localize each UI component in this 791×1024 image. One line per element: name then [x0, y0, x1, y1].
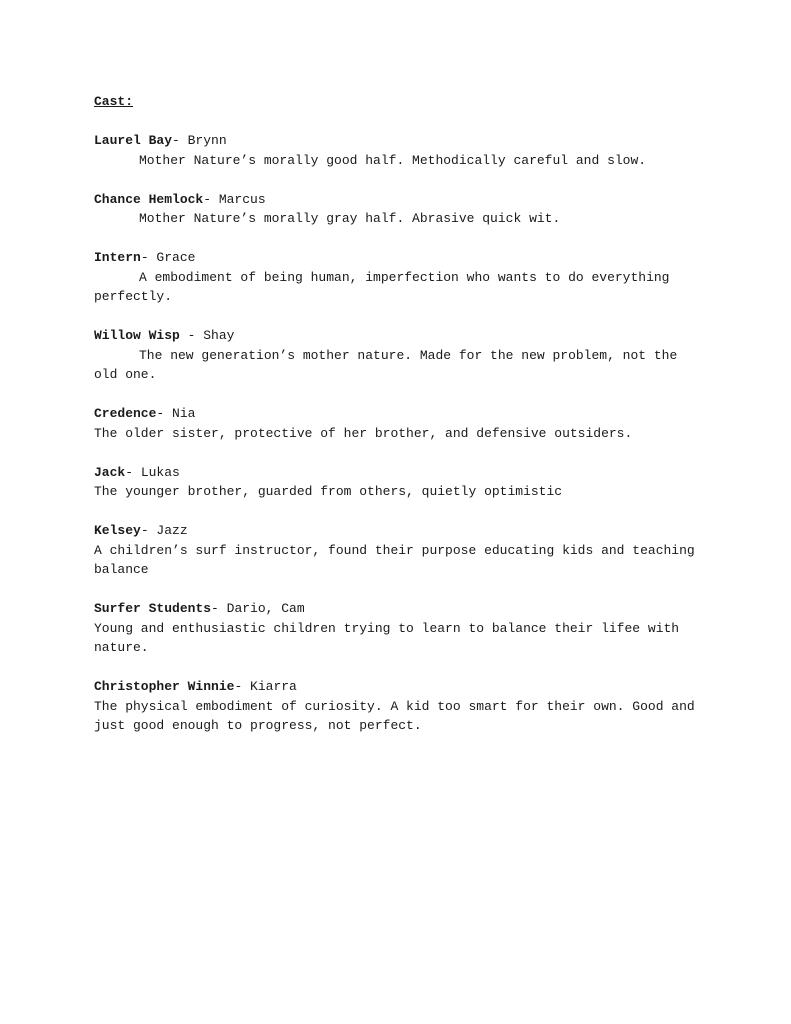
role-separator: -	[179, 328, 204, 343]
actor-name: Dario, Cam	[226, 601, 305, 616]
role-description: A children’s surf instructor, found their purpose educating kids and teaching balance	[94, 542, 695, 577]
role-separator: -	[140, 523, 157, 538]
role-name: Laurel Bay	[94, 133, 173, 148]
cast-list	[94, 92, 704, 755]
actor-name: Marcus	[218, 191, 266, 207]
role-description: Young and enthusiastic children trying to learn to balance their lifee with nature.	[94, 620, 680, 655]
role-separator: -	[234, 679, 251, 694]
role-separator: -	[211, 601, 227, 616]
cast-entry	[94, 248, 704, 307]
role-name: Intern	[94, 250, 141, 265]
role-separator: -	[125, 464, 141, 480]
cast-entry	[94, 463, 704, 502]
actor-name: Nia	[172, 406, 196, 421]
role-description: Mother Nature’s morally gray half. Abrasive quick wit.	[139, 211, 561, 226]
cast-heading: Cast:	[94, 94, 134, 109]
role-description: The younger brother, guarded from others, quietly optimistic	[94, 484, 563, 499]
cast-entry	[94, 131, 704, 170]
role-separator: -	[203, 191, 219, 207]
actor-name: Jazz	[156, 523, 188, 538]
actor-name: Grace	[156, 250, 196, 265]
cast-entry	[94, 677, 704, 736]
actor-name: Brynn	[187, 133, 227, 148]
role-name: Willow Wisp	[94, 328, 180, 343]
cast-entry	[94, 599, 704, 658]
actor-name: Lukas	[140, 464, 180, 480]
role-name: Credence	[94, 406, 157, 421]
actor-name: Shay	[203, 328, 235, 343]
actor-name: Kiarra	[250, 679, 297, 694]
role-separator: -	[156, 406, 173, 421]
role-name: Christopher Winnie	[94, 679, 235, 694]
cast-entry	[94, 326, 704, 385]
role-description: The physical embodiment of curiosity. A kid too smart for their own. Good and just good enough to progress, not perfect.	[94, 698, 695, 733]
cast-entry	[94, 521, 704, 580]
role-description: The older sister, protective of her brother, and defensive outsiders.	[94, 425, 633, 441]
role-name: Kelsey	[94, 523, 141, 538]
role-description: Mother Nature’s morally good half. Methodically careful and slow.	[139, 152, 647, 168]
role-name: Surfer Students	[94, 601, 212, 616]
role-name: Chance Hemlock	[94, 191, 204, 207]
cast-entry	[94, 190, 704, 229]
role-separator: -	[172, 133, 188, 148]
role-separator: -	[140, 250, 157, 265]
role-name: Jack	[94, 464, 126, 480]
role-description: A embodiment of being human, imperfection who wants to do everything perfectly.	[94, 269, 670, 304]
cast-entry	[94, 404, 704, 443]
role-description: The new generation’s mother nature. Made for the new problem, not the old one.	[94, 347, 678, 382]
